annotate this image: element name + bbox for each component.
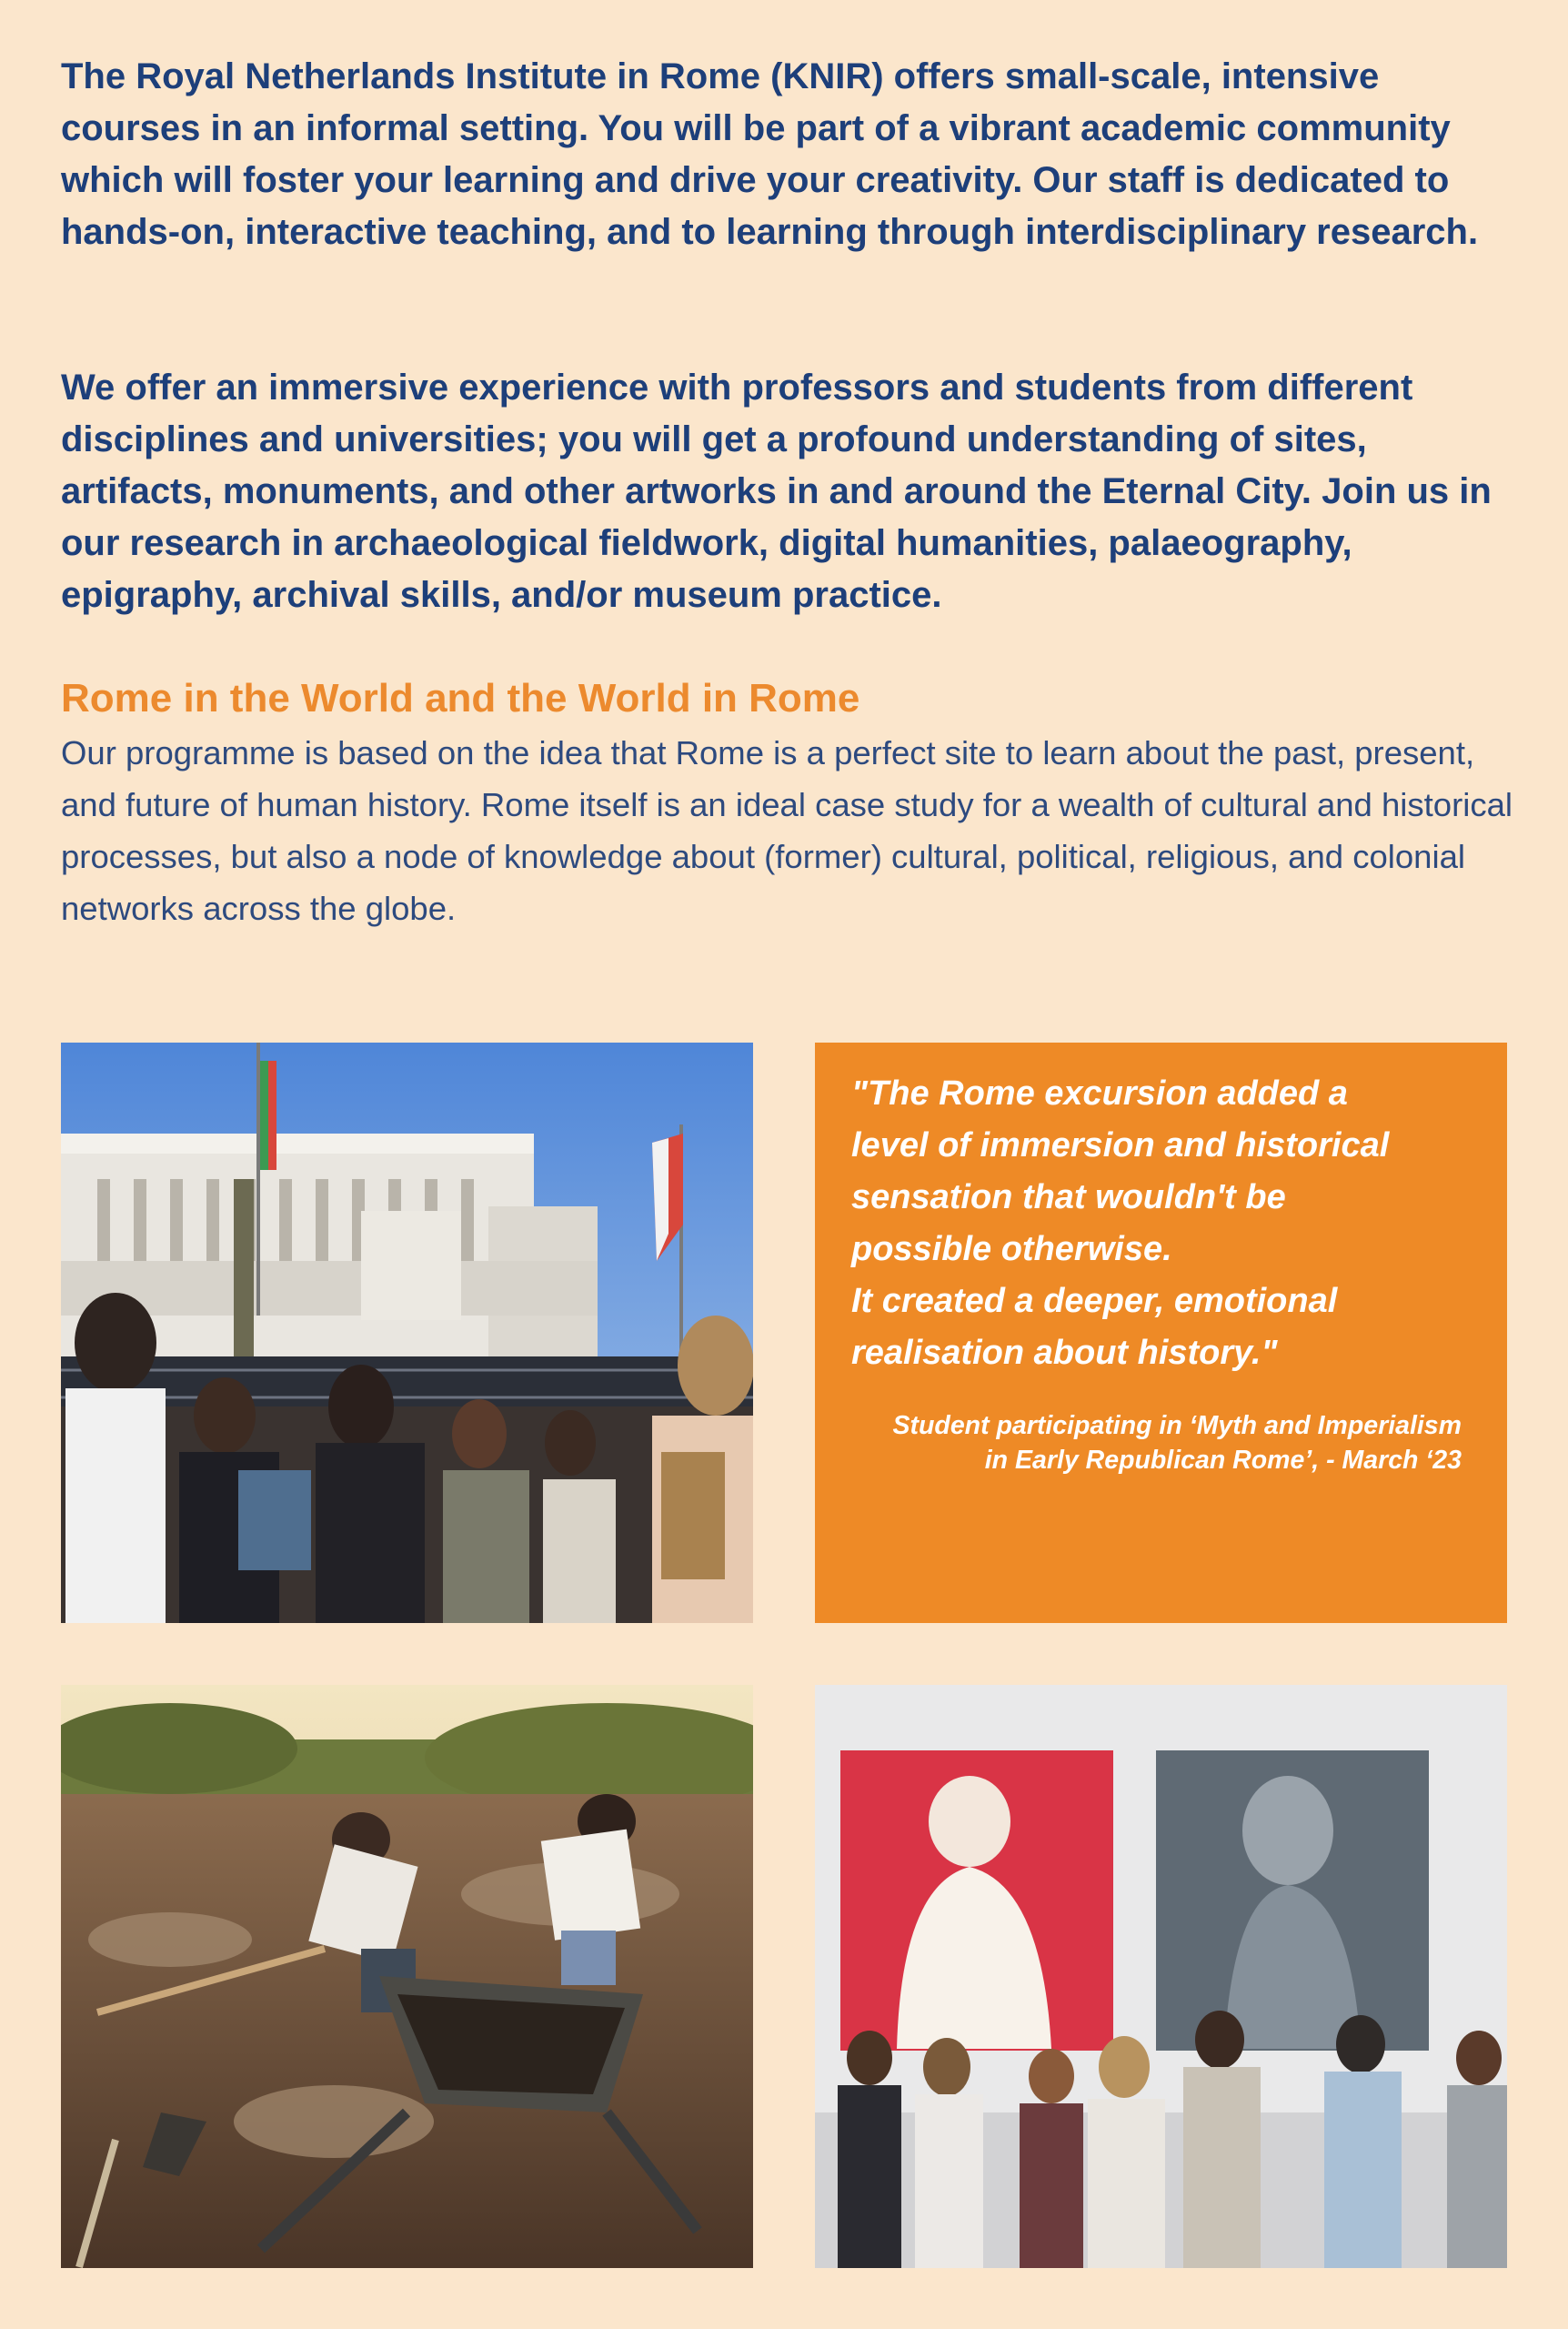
- photo-museum-visit: [815, 1685, 1507, 2268]
- photo-students-at-monument: [61, 1043, 753, 1623]
- testimonial-quote-box: [815, 1043, 1507, 1623]
- section-body: Our programme is based on the idea that Rome is a perfect site to learn about the past, present, and future of human history. Rome itself is an ideal case study for a wealth of cultural and historical processes, but also a node of knowledge about (former) cultural, political, religious, and colonial networks across the globe.: [61, 734, 1513, 927]
- quote-attribution: Student participating in ‘Myth and Imperialism in Early Republican Rome’, - March ‘23: [892, 1411, 1462, 1475]
- section-heading: Rome in the World and the World in Rome: [61, 676, 860, 721]
- intro-paragraph-2: We offer an immersive experience with professors and students from different disciplines and universities; you will get a profound understanding of sites, artifacts, monuments, and other artworks in and around the Eternal City. Join us in our research in archaeological fieldwork, digital humanities, palaeography, epigraphy, archival skills, and/or museum practice.: [61, 368, 1492, 615]
- photo-excavation-fieldwork: [61, 1685, 753, 2268]
- quote-text: "The Rome excursion added a level of immersion and historical sensation that wouldn't be possible otherwise. It created a deeper, emotional realisation about history.": [851, 1074, 1390, 1372]
- intro-paragraph-1: The Royal Netherlands Institute in Rome (KNIR) offers small-scale, intensive courses in an informal setting. You will be part of a vibrant academic community which will foster your learning and drive your creativity. Our staff is dedicated to hands-on, interactive teaching, and to learning through interdisciplinary research.: [61, 56, 1479, 252]
